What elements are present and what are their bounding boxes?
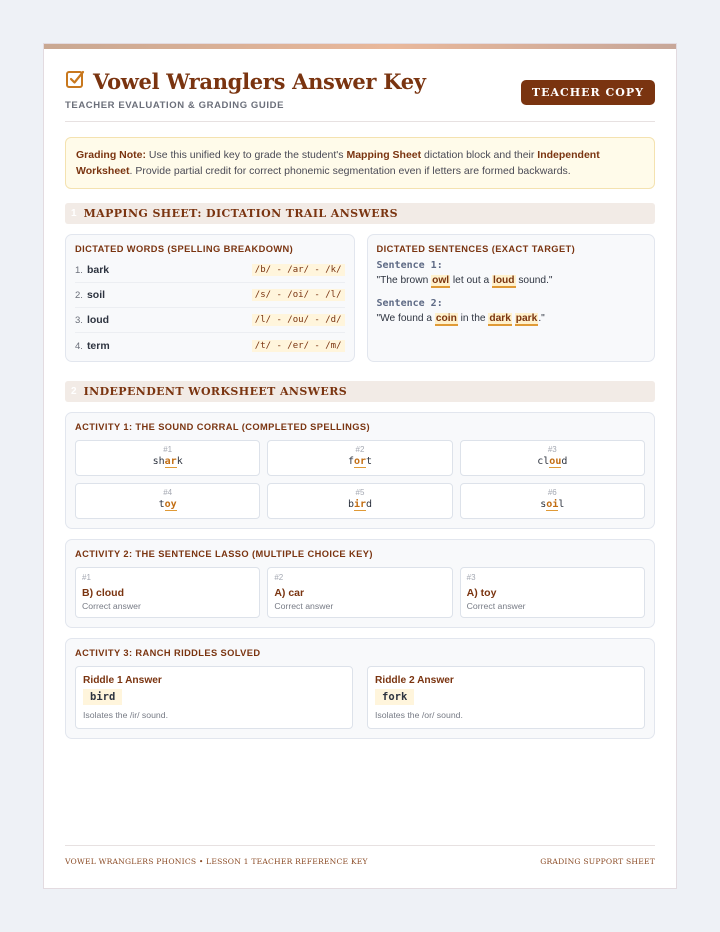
target-word: coin (435, 313, 457, 324)
vowel-team: or (353, 456, 367, 467)
section-number: 2 (71, 386, 77, 397)
sentence-label: Sentence 1: (376, 260, 443, 271)
sentence-text (377, 313, 646, 324)
vowel-team: ar (164, 456, 177, 467)
sentence-fragment: "We found a (376, 313, 435, 324)
target-word: owl (432, 275, 450, 286)
card-title: DICTATED WORDS (SPELLING BREAKDOWN) (75, 244, 294, 254)
footer-right: GRADING SUPPORT SHEET (540, 857, 655, 866)
answer-note: Correct answer (466, 601, 526, 611)
sentence-fragment: let out a (450, 275, 492, 286)
item-number: #2 (274, 573, 284, 582)
vowel-team: ir (353, 499, 367, 510)
answer-note: Correct answer (82, 601, 141, 611)
answer-choice: B) cloud (82, 587, 124, 599)
checkbox-icon (65, 69, 85, 94)
spelling-cell (460, 440, 645, 476)
item-number: #3 (466, 573, 476, 582)
target-word: loud (493, 275, 515, 286)
word-row (75, 283, 345, 308)
page-footer (65, 845, 655, 866)
item-number: #2 (355, 445, 365, 454)
vowel-team: oi (546, 499, 559, 510)
word-row (75, 258, 345, 283)
item-number: #4 (163, 488, 173, 497)
sentence-text (377, 275, 646, 286)
completed-word: toy (158, 499, 177, 510)
section-title: MAPPING SHEET: DICTATION TRAIL ANSWERS (83, 207, 398, 220)
riddle-answer (367, 666, 645, 729)
grading-note-text: . Provide partial credit for correct phonemic segmentation even if letters are formed backwards. (129, 165, 571, 177)
spelling-cell (267, 440, 452, 476)
completed-word: cloud (537, 456, 568, 467)
item-number: #6 (547, 488, 557, 497)
dictated-sentences-card (367, 234, 656, 362)
sentence-label: Sentence 2: (376, 298, 443, 309)
word-row (75, 333, 345, 358)
grading-note-label: Grading Note: (76, 149, 146, 161)
section-header-mapping (65, 203, 655, 224)
word-index: 1. (75, 265, 83, 276)
sentence-fragment: sound." (515, 275, 553, 286)
word-index: 2. (75, 290, 83, 301)
grading-note-emphasis: Independent Worksheet (76, 149, 600, 177)
activity-2-card (65, 539, 655, 628)
grading-note-emphasis: Mapping Sheet (346, 149, 422, 161)
riddle-title: Riddle 1 Answer (83, 675, 162, 686)
vowel-team: oy (164, 499, 177, 510)
word-text: term (86, 339, 110, 352)
sentence-fragment: in the (457, 313, 489, 324)
item-number: #1 (82, 573, 91, 582)
phoneme-breakdown: /b/ - /ar/ - /k/ (252, 264, 345, 276)
multiple-choice-answer (460, 567, 645, 618)
target-word: park (515, 313, 538, 324)
section-title: INDEPENDENT WORKSHEET ANSWERS (83, 385, 348, 398)
word-text: soil (86, 289, 106, 301)
footer-left: VOWEL WRANGLERS PHONICS • LESSON 1 TEACHER REFERENCE KEY (65, 857, 368, 866)
target-word: dark (489, 313, 511, 324)
phoneme-breakdown: /l/ - /ou/ - /d/ (252, 314, 345, 326)
answer-choice: A) toy (466, 587, 497, 599)
word-text: loud (86, 314, 110, 326)
word-index: 4. (75, 340, 83, 352)
sentence-fragment: ." (538, 313, 545, 324)
grading-note-text: dictation block and their (421, 149, 538, 161)
spelling-cell (75, 440, 260, 476)
grading-note-text: Use this unified key to grade the student's (146, 149, 347, 161)
card-title: DICTATED SENTENCES (EXACT TARGET) (376, 244, 576, 254)
spelling-cell (460, 483, 645, 519)
item-number: #5 (355, 488, 365, 497)
phoneme-breakdown: /t/ - /er/ - /m/ (252, 340, 345, 352)
dictated-words-card (65, 234, 355, 362)
section-header-worksheet (65, 381, 655, 402)
card-title: ACTIVITY 1: THE SOUND CORRAL (COMPLETED SPELLINGS) (75, 422, 370, 432)
completed-word: soil (540, 499, 565, 510)
multiple-choice-answer (75, 567, 260, 618)
riddle-note: Isolates the /ir/ sound. (83, 710, 168, 720)
sentence-fragment: "The brown (376, 275, 432, 286)
riddle-answer (75, 666, 353, 729)
answer-choice: A) car (274, 587, 305, 599)
completed-word: bird (347, 499, 373, 510)
page-subtitle: TEACHER EVALUATION & GRADING GUIDE (65, 100, 285, 111)
item-number: #3 (547, 445, 557, 454)
spelling-cell (75, 483, 260, 519)
word-index: 3. (75, 315, 83, 326)
card-title: ACTIVITY 2: THE SENTENCE LASSO (MULTIPLE CHOICE KEY) (75, 549, 373, 559)
activity-1-card (65, 412, 655, 529)
vowel-team: ou (549, 456, 562, 467)
riddle-title: Riddle 2 Answer (375, 675, 454, 686)
page-title: Vowel Wranglers Answer Key (93, 69, 426, 94)
answer-note: Correct answer (274, 601, 334, 611)
riddle-solution: fork (375, 689, 414, 705)
card-title: ACTIVITY 3: RANCH RIDDLES SOLVED (75, 648, 261, 658)
phoneme-breakdown: /s/ - /oi/ - /l/ (252, 289, 345, 301)
item-number: #1 (163, 445, 173, 454)
section-number: 1 (71, 208, 77, 219)
word-text: bark (86, 264, 110, 276)
completed-word: fort (347, 456, 373, 467)
word-row (75, 308, 345, 333)
teacher-copy-badge: TEACHER COPY (521, 80, 655, 105)
spelling-cell (267, 483, 452, 519)
riddle-solution: bird (83, 689, 122, 705)
page-header (65, 49, 655, 122)
riddle-note: Isolates the /or/ sound. (375, 710, 463, 720)
multiple-choice-answer (267, 567, 452, 618)
completed-word: shark (152, 456, 183, 467)
answer-key-page (43, 43, 677, 889)
grading-note (65, 137, 655, 189)
activity-3-card (65, 638, 655, 739)
